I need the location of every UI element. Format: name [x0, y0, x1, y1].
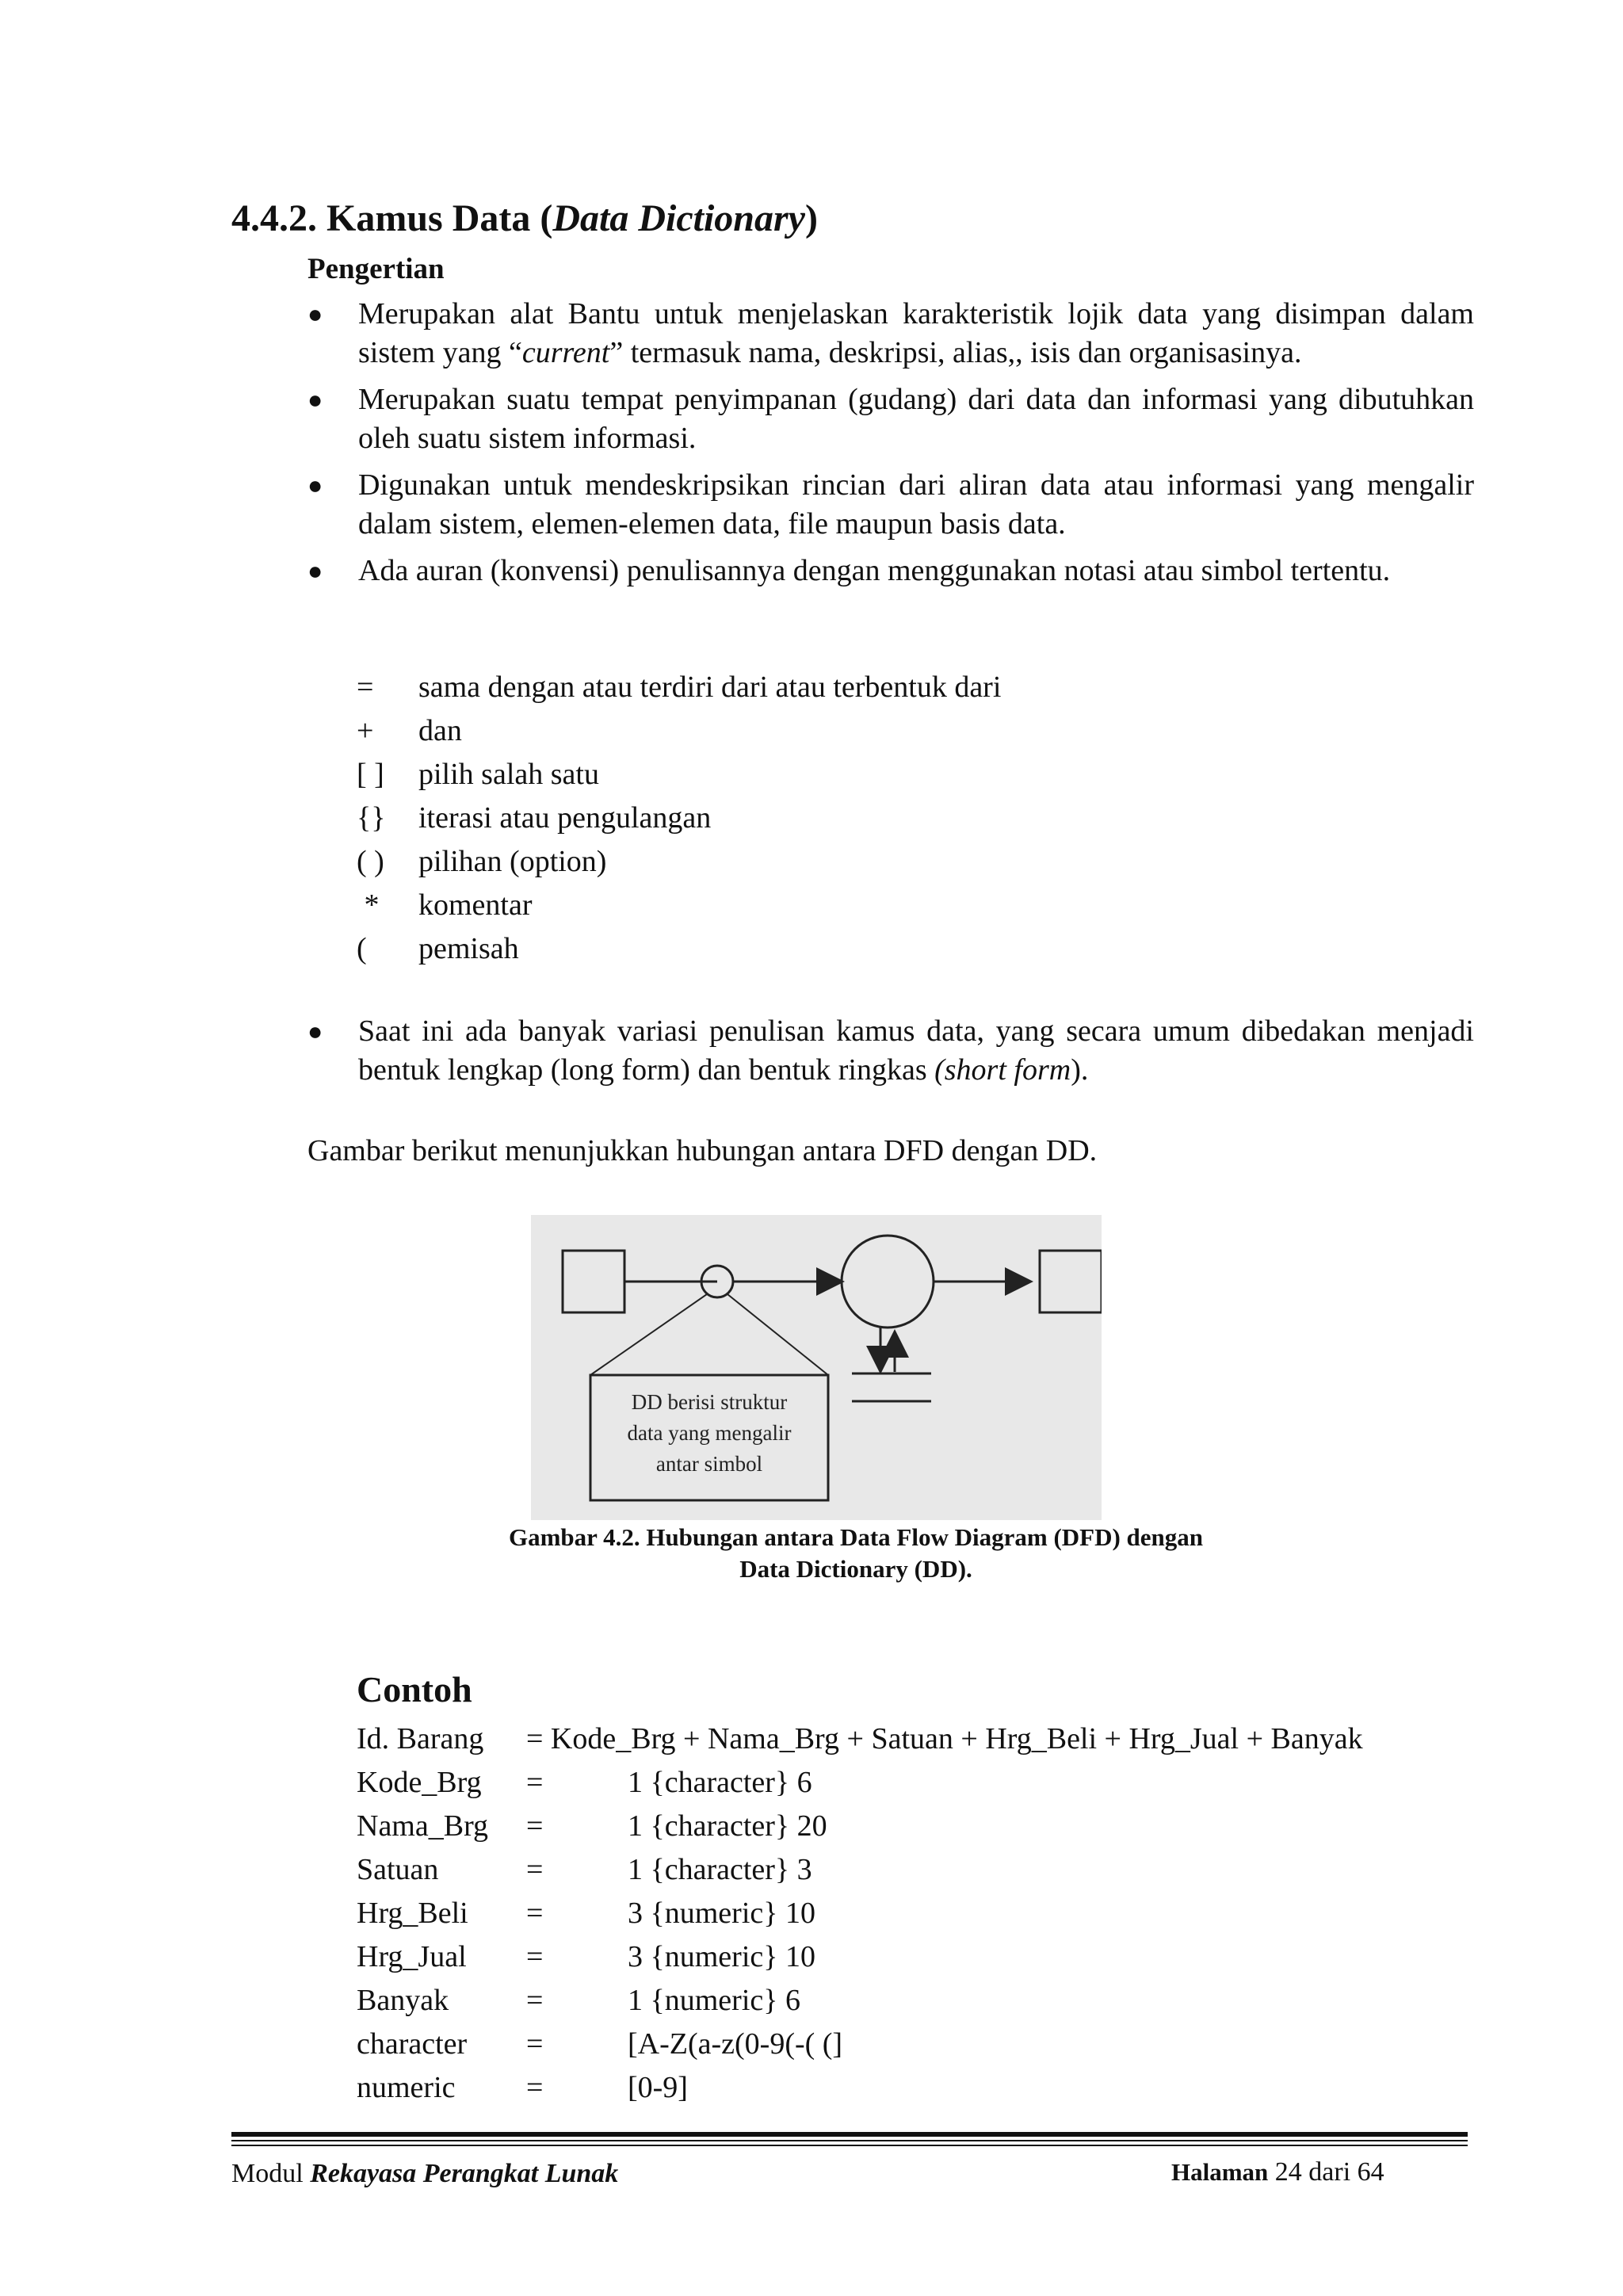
example-row: [357, 2066, 1363, 2110]
example-definition: = Kode_Brg + Nama_Brg + Satuan + Hrg_Beli + Hrg_Jual + Banyak: [526, 1722, 1363, 1755]
bullet-dot-icon: ●: [307, 300, 323, 328]
example-list: [357, 1717, 1363, 2110]
dd-box-line: DD berisi struktur: [631, 1390, 788, 1414]
example-definition: [A-Z(a-z(0-9(-( (]: [628, 2027, 843, 2061]
bullet-italic: (short form: [934, 1053, 1071, 1087]
example-name: Hrg_Jual: [357, 1940, 467, 1973]
bullet-dot-icon: ●: [307, 471, 323, 499]
figure-caption: [396, 1522, 1316, 1585]
example-row: [357, 1717, 1363, 1761]
example-definition: 1 {character} 20: [628, 1809, 827, 1843]
dd-box-line: data yang mengalir: [627, 1421, 792, 1445]
footer-rule-thick: [231, 2132, 1468, 2137]
example-name: Id. Barang: [357, 1722, 484, 1755]
notation-row: [357, 666, 1001, 709]
bullet-text: Merupakan alat Bantu untuk menjelaskan karakteristik lojik data yang disimpan dalam sistem yang “: [358, 297, 1474, 369]
footer-page-label: Halaman: [1171, 2158, 1269, 2186]
example-name: Nama_Brg: [357, 1809, 489, 1843]
footer-page: [1171, 2157, 1384, 2187]
process-circle: [842, 1236, 934, 1328]
pointer-line: [727, 1294, 828, 1375]
bullet-italic: current: [521, 336, 610, 369]
external-entity-right: [1040, 1251, 1102, 1312]
example-name: Kode_Brg: [357, 1766, 482, 1799]
bullet-item: [307, 295, 1474, 372]
example-row: [357, 1761, 1363, 1805]
footer-prefix: Modul: [231, 2159, 311, 2188]
bullet-item: [307, 552, 1474, 590]
figure-intro: Gambar berikut menunjukkan hubungan antara DFD dengan DD.: [307, 1134, 1098, 1167]
bullet-dot-icon: ●: [307, 385, 323, 414]
example-definition: 1 {character} 3: [628, 1853, 812, 1886]
notation-symbol: {}: [357, 801, 386, 835]
footer-rule: [231, 2140, 1468, 2141]
notation-meaning: komentar: [418, 888, 533, 922]
subheading: Pengertian: [307, 253, 445, 285]
external-entity-left: [563, 1251, 624, 1312]
example-row: [357, 1805, 1363, 1848]
example-definition: 3 {numeric} 10: [628, 1897, 815, 1930]
notation-meaning: pilih salah satu: [418, 758, 599, 791]
example-row: [357, 1935, 1363, 1979]
footer-title: Rekayasa Perangkat Lunak: [310, 2159, 619, 2188]
example-eq: =: [526, 1984, 544, 2017]
bullet-list: [307, 295, 1474, 598]
bullet-dot-icon: ●: [307, 556, 323, 585]
heading-italic: Data Dictionary: [552, 197, 805, 239]
caption-line: Data Dictionary (DD).: [739, 1555, 972, 1583]
bullet-text: Digunakan untuk mendeskripsikan rincian dari aliran data atau informasi yang mengalir dalam sistem, elemen-elemen data, file maupun basis data.: [358, 468, 1474, 541]
example-definition: 1 {character} 6: [628, 1766, 812, 1799]
example-definition: [0-9]: [628, 2071, 688, 2104]
notation-row: [357, 840, 1001, 884]
bullet-item: [307, 380, 1474, 458]
example-row: [357, 2023, 1363, 2066]
notation-meaning: sama dengan atau terdiri dari atau terbentuk dari: [418, 670, 1002, 704]
example-eq: =: [526, 1940, 544, 1973]
bullet-text: Saat ini ada banyak variasi penulisan kamus data, yang secara umum dibedakan menjadi bentuk lengkap (long form) dan bentuk ringkas: [358, 1014, 1474, 1087]
section-heading: [231, 197, 818, 240]
bullet-text: Merupakan suatu tempat penyimpanan (gudang) dari data dan informasi yang dibutuhkan oleh suatu sistem informasi.: [358, 383, 1474, 455]
example-row: [357, 1892, 1363, 1935]
notation-list: [357, 666, 1001, 971]
dfd-diagram: [531, 1215, 1102, 1520]
notation-meaning: dan: [418, 714, 462, 747]
example-eq: =: [526, 1809, 544, 1843]
notation-symbol: ( ): [357, 845, 384, 878]
footer-rule: [231, 2145, 1468, 2146]
bullet-item: [307, 466, 1474, 544]
example-row: [357, 1979, 1363, 2023]
example-definition: 1 {numeric} 6: [628, 1984, 800, 2017]
notation-meaning: pilihan (option): [418, 845, 607, 878]
notation-row: [357, 884, 1001, 927]
bullet-text-end: ” termasuk nama, deskripsi, alias,, isis dan organisasinya.: [609, 336, 1302, 369]
notation-row: [357, 753, 1001, 797]
footer-module: [231, 2159, 618, 2189]
example-eq: =: [526, 1897, 544, 1930]
notation-meaning: pemisah: [418, 932, 519, 965]
example-name: Satuan: [357, 1853, 439, 1886]
notation-row: [357, 927, 1001, 971]
bullet-text: Ada auran (konvensi) penulisannya dengan menggunakan notasi atau simbol tertentu.: [358, 554, 1391, 587]
example-title: Contoh: [357, 1669, 472, 1710]
bullet-dot-icon: ●: [307, 1017, 323, 1045]
heading-prefix: 4.4.2. Kamus Data (: [231, 197, 553, 239]
example-name: Hrg_Beli: [357, 1897, 468, 1930]
notation-symbol: [ ]: [357, 758, 384, 791]
example-eq: =: [526, 2071, 544, 2104]
notation-symbol: =: [357, 670, 374, 704]
heading-suffix: ): [804, 197, 818, 239]
example-eq: =: [526, 1766, 544, 1799]
dfd-dd-figure: [531, 1215, 1102, 1520]
bullet-item-last: [307, 1012, 1474, 1090]
notation-symbol: *: [357, 888, 380, 922]
notation-symbol: +: [357, 714, 374, 747]
dd-box-line: antar simbol: [655, 1452, 763, 1476]
notation-symbol: (: [357, 932, 367, 965]
example-eq: =: [526, 1853, 544, 1886]
caption-line: Gambar 4.2. Hubungan antara Data Flow Diagram (DFD) dengan: [508, 1523, 1204, 1551]
pointer-line: [590, 1294, 707, 1375]
notation-row: [357, 797, 1001, 840]
footer-page-text: 24 dari 64: [1268, 2157, 1384, 2187]
example-eq: =: [526, 2027, 544, 2061]
example-name: numeric: [357, 2071, 456, 2104]
example-name: character: [357, 2027, 468, 2061]
notation-meaning: iterasi atau pengulangan: [418, 801, 712, 835]
notation-row: [357, 709, 1001, 753]
example-definition: 3 {numeric} 10: [628, 1940, 815, 1973]
bullet-text-end: ).: [1071, 1053, 1089, 1087]
example-name: Banyak: [357, 1984, 449, 2017]
example-row: [357, 1848, 1363, 1892]
